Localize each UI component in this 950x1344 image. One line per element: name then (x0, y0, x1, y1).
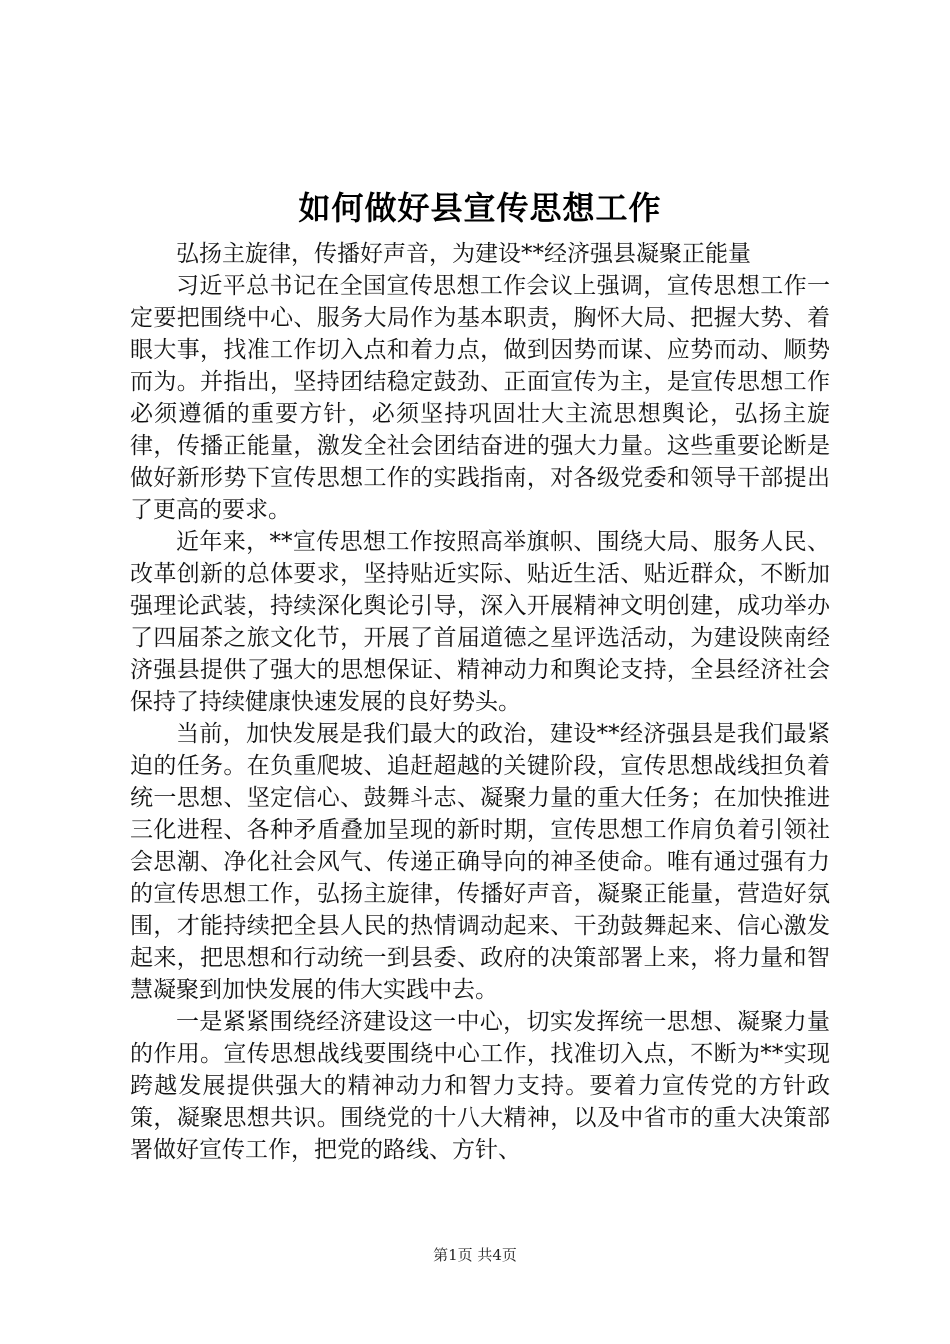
paragraph-subtitle: 弘扬主旋律，传播好声音，为建设**经济强县凝聚正能量 (176, 241, 751, 267)
paragraph-1: 习近平总书记在全国宣传思想工作会议上强调，宣传思想工作一定要把围绕中心、服务大局作为基本职责，胸怀大局、把握大势、着眼大事，找准工作切入点和着力点，做到因势而谋、应势而动、顺势而为。并指出，坚持团结稳定鼓劲、正面宣传为主，是宣传思想工作必须遵循的重要方针，必须坚持巩固壮大主流思想舆论，弘扬主旋律，传播正能量，激发全社会团结奋进的强大力量。这些重要论断是做好新形势下宣传思想工作的实践指南，对各级党委和领导干部提出了更高的要求。 (130, 273, 830, 523)
paragraph-3: 当前，加快发展是我们最大的政治，建设**经济强县是我们最紧迫的任务。在负重爬坡、追赶超越的关键阶段，宣传思想战线担负着统一思想、坚定信心、鼓舞斗志、凝聚力量的重大任务；在加快推进三化进程、各种矛盾叠加呈现的新时期，宣传思想工作肩负着引领社会思潮、净化社会风气、传递正确导向的神圣使命。唯有通过强有力的宣传思想工作，弘扬主旋律，传播好声音，凝聚正能量，营造好氛围，才能持续把全县人民的热情调动起来、干劲鼓舞起来、信心激发起来，把思想和行动统一到县委、政府的决策部署上来，将力量和智慧凝聚到加快发展的伟大实践中去。 (130, 721, 830, 1003)
document-page (130, 186, 830, 1166)
paragraph-2: 近年来，**宣传思想工作按照高举旗帜、围绕大局、服务人民、改革创新的总体要求，坚持贴近实际、贴近生活、贴近群众，不断加强理论武装，持续深化舆论引导，深入开展精神文明创建，成功举办了四届茶之旅文化节，开展了首届道德之星评选活动，为建设陕南经济强县提供了强大的思想保证、精神动力和舆论支持，全县经济社会保持了持续健康快速发展的良好势头。 (130, 529, 830, 715)
document-title: 如何做好县宣传思想工作 (298, 189, 662, 227)
paragraph-4: 一是紧紧围绕经济建设这一中心，切实发挥统一思想、凝聚力量的作用。宣传思想战线要围绕中心工作，找准切入点，不断为**实现跨越发展提供强大的精神动力和智力支持。要着力宣传党的方针政策，凝聚思想共识。围绕党的十八大精神，以及中省市的重大决策部署做好宣传工作，把党的路线、方针、 (130, 1009, 830, 1163)
page-number-footer: 第1页 共4页 (433, 1246, 517, 1264)
